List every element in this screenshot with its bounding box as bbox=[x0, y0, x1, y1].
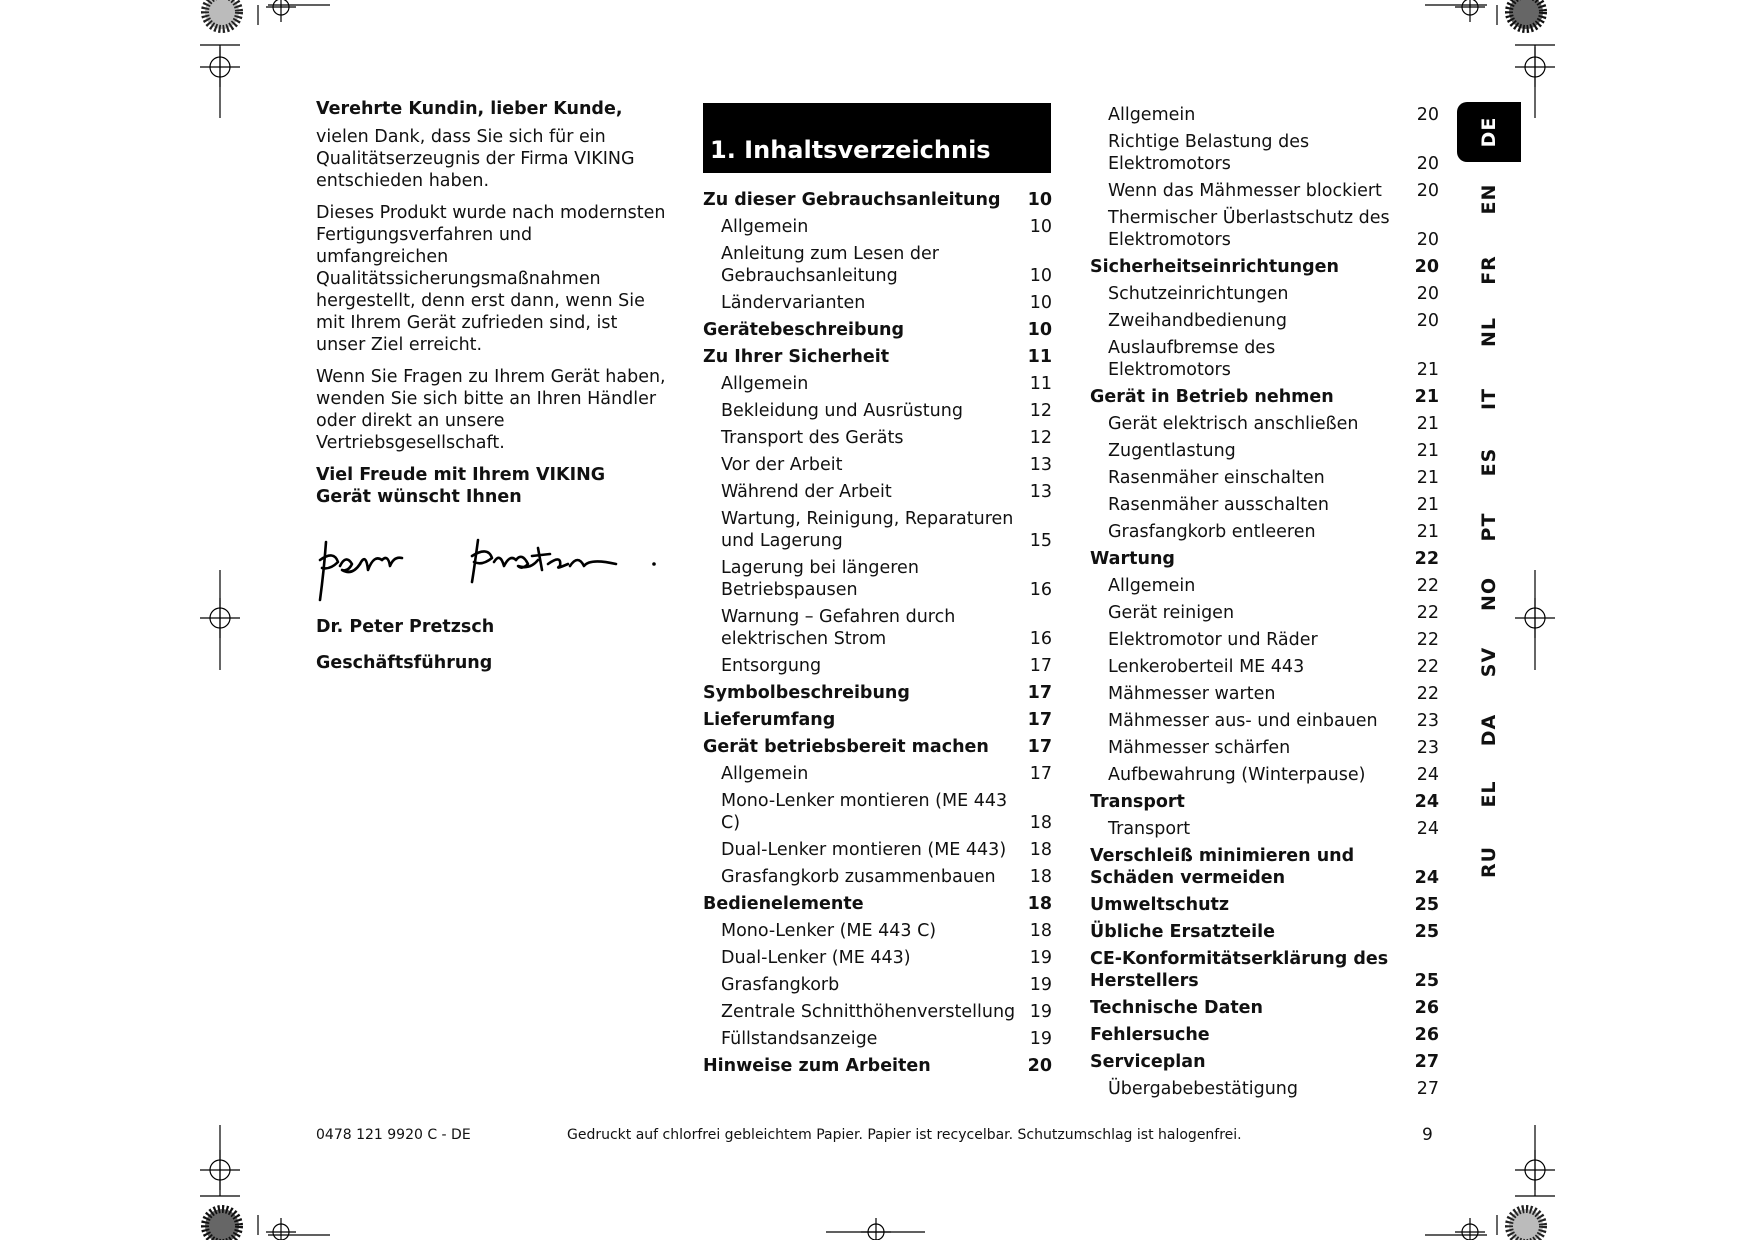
toc-subsection bbox=[703, 427, 1052, 449]
toc-entry-title: Zu dieser Gebrauchsanleitung bbox=[703, 190, 1001, 210]
toc-subsection bbox=[703, 400, 1052, 422]
toc-entry-page: 22 bbox=[1416, 603, 1439, 623]
toc-entry-title: Transport bbox=[1090, 792, 1185, 812]
toc-entry-title: Zu Ihrer Sicherheit bbox=[703, 347, 890, 367]
toc-subsection bbox=[703, 839, 1052, 861]
toc-entry-title: Gerät elektrisch anschließen bbox=[1108, 414, 1359, 434]
language-tab-label: EL bbox=[1478, 780, 1500, 808]
toc-entry-title: Lagerung bei längeren Betriebspausen bbox=[721, 558, 919, 600]
toc-entry-page: 20 bbox=[1416, 105, 1439, 125]
toc-entry-page: 20 bbox=[1027, 1056, 1052, 1076]
language-tab-no bbox=[1457, 564, 1521, 624]
toc-entry-title: Allgemein bbox=[1108, 105, 1196, 125]
toc-subsection bbox=[1090, 283, 1439, 305]
toc-entry-title: Anleitung zum Lesen der Gebrauchsanleitung bbox=[721, 244, 939, 286]
language-tab-it bbox=[1457, 369, 1521, 429]
language-tab-label: SV bbox=[1478, 646, 1500, 678]
toc-entry-page: 24 bbox=[1414, 868, 1439, 888]
toc-subsection bbox=[703, 481, 1052, 503]
toc-entry-page: 22 bbox=[1416, 657, 1439, 677]
toc-entry-title: Rasenmäher ausschalten bbox=[1108, 495, 1329, 515]
toc-entry-page: 26 bbox=[1414, 1025, 1439, 1045]
toc-entry-title: Transport bbox=[1108, 819, 1191, 839]
toc-entry-page: 11 bbox=[1027, 347, 1052, 367]
toc-entry-page: 21 bbox=[1416, 468, 1439, 488]
toc-entry-title: Mähmesser warten bbox=[1108, 684, 1276, 704]
toc-entry-title: Sicherheitseinrichtungen bbox=[1090, 257, 1339, 277]
toc-entry-page: 12 bbox=[1029, 428, 1052, 448]
toc-entry-page: 19 bbox=[1029, 1029, 1052, 1049]
toc-entry-title: Gerät reinigen bbox=[1108, 603, 1235, 623]
language-tab-es bbox=[1457, 432, 1521, 492]
toc-subsection bbox=[1090, 818, 1439, 840]
toc-section bbox=[703, 189, 1052, 211]
toc-entry-title: Wartung bbox=[1090, 549, 1175, 569]
toc-subsection bbox=[703, 292, 1052, 314]
toc-header bbox=[703, 103, 1051, 173]
toc-entry-page: 17 bbox=[1027, 710, 1052, 730]
toc-entry-page: 19 bbox=[1029, 975, 1052, 995]
toc-section bbox=[1090, 894, 1439, 916]
toc-entry-page: 25 bbox=[1414, 922, 1439, 942]
language-tab-label: EN bbox=[1478, 183, 1500, 215]
toc-entry-page: 10 bbox=[1029, 266, 1052, 286]
toc-entry-title: Grasfangkorb entleeren bbox=[1108, 522, 1316, 542]
toc-subsection bbox=[703, 655, 1052, 677]
toc-subsection bbox=[1090, 104, 1439, 126]
toc-entry-page: 21 bbox=[1416, 414, 1439, 434]
toc-entry-title: Vor der Arbeit bbox=[721, 455, 843, 475]
toc-entry-title: Zugentlastung bbox=[1108, 441, 1236, 461]
toc-subsection bbox=[703, 216, 1052, 238]
toc-entry-page: 21 bbox=[1416, 522, 1439, 542]
toc-subsection bbox=[1090, 180, 1439, 202]
toc-entry-page: 12 bbox=[1029, 401, 1052, 421]
toc-subsection bbox=[1090, 337, 1439, 381]
language-tab-de bbox=[1457, 102, 1521, 162]
toc-entry-page: 18 bbox=[1029, 813, 1052, 833]
toc-subsection bbox=[703, 763, 1052, 785]
print-note: Gedruckt auf chlorfrei gebleichtem Papier. Papier ist recycelbar. Schutzumschlag ist halogenfrei. bbox=[567, 1127, 1242, 1143]
toc-entry-title: Aufbewahrung (Winterpause) bbox=[1108, 765, 1366, 785]
toc-subsection bbox=[1090, 683, 1439, 705]
letter-closing: Viel Freude mit Ihrem VIKING Gerät wünscht Ihnen bbox=[316, 465, 606, 507]
language-tab-en bbox=[1457, 169, 1521, 229]
toc-entry-title: Schutzeinrichtungen bbox=[1108, 284, 1289, 304]
toc-subsection bbox=[1090, 764, 1439, 786]
toc-entry-title: Allgemein bbox=[721, 374, 809, 394]
welcome-letter bbox=[316, 98, 666, 518]
toc-subsection bbox=[1090, 737, 1439, 759]
toc-subsection bbox=[703, 947, 1052, 969]
handwritten-signature bbox=[316, 530, 676, 610]
toc-entry-title: Bedienelemente bbox=[703, 894, 864, 914]
language-tab-label: RU bbox=[1478, 845, 1500, 879]
toc-entry-title: Technische Daten bbox=[1090, 998, 1264, 1018]
toc-entry-title: Dual-Lenker montieren (ME 443) bbox=[721, 840, 1007, 860]
toc-entry-title: Umweltschutz bbox=[1090, 895, 1230, 915]
toc-entry-page: 20 bbox=[1416, 181, 1439, 201]
toc-entry-page: 18 bbox=[1029, 840, 1052, 860]
toc-entry-title: Grasfangkorb bbox=[721, 975, 840, 995]
toc-entry-title: Richtige Belastung des Elektromotors bbox=[1108, 132, 1310, 174]
toc-entry-title: Mono-Lenker montieren (ME 443 C) bbox=[721, 791, 1008, 833]
toc-entry-page: 23 bbox=[1416, 738, 1439, 758]
language-tab-ru bbox=[1457, 832, 1521, 892]
toc-entry-title: Gerät in Betrieb nehmen bbox=[1090, 387, 1334, 407]
toc-entry-title: Rasenmäher einschalten bbox=[1108, 468, 1325, 488]
toc-entry-page: 11 bbox=[1029, 374, 1052, 394]
toc-entry-title: Lenkeroberteil ME 443 bbox=[1108, 657, 1305, 677]
toc-entry-page: 20 bbox=[1416, 230, 1439, 250]
toc-subsection bbox=[1090, 575, 1439, 597]
language-tab-label: ES bbox=[1478, 447, 1500, 477]
toc-entry-page: 26 bbox=[1414, 998, 1439, 1018]
toc-subsection bbox=[1090, 467, 1439, 489]
toc-entry-page: 22 bbox=[1416, 576, 1439, 596]
toc-entry-title: Gerät betriebsbereit machen bbox=[703, 737, 989, 757]
toc-entry-page: 20 bbox=[1416, 154, 1439, 174]
toc-entry-page: 22 bbox=[1414, 549, 1439, 569]
toc-entry-page: 10 bbox=[1027, 320, 1052, 340]
toc-subsection bbox=[1090, 413, 1439, 435]
toc-entry-title: Mähmesser schärfen bbox=[1108, 738, 1291, 758]
toc-subsection bbox=[1090, 521, 1439, 543]
toc-entry-title: Mono-Lenker (ME 443 C) bbox=[721, 921, 937, 941]
toc-section bbox=[703, 709, 1052, 731]
toc-entry-page: 21 bbox=[1416, 495, 1439, 515]
toc-entry-page: 24 bbox=[1414, 792, 1439, 812]
toc-entry-title: Zentrale Schnitthöhenverstellung bbox=[721, 1002, 1016, 1022]
language-tab-el bbox=[1457, 764, 1521, 824]
toc-subsection bbox=[703, 606, 1052, 650]
toc-subsection bbox=[1090, 131, 1439, 175]
toc-entry-title: Zweihandbedienung bbox=[1108, 311, 1287, 331]
toc-section bbox=[1090, 256, 1439, 278]
toc-entry-page: 25 bbox=[1414, 895, 1439, 915]
toc-entry-page: 21 bbox=[1414, 387, 1439, 407]
toc-section bbox=[1090, 997, 1439, 1019]
toc-subsection bbox=[703, 373, 1052, 395]
toc-entry-page: 27 bbox=[1416, 1079, 1439, 1099]
toc-entry-title: Füllstandsanzeige bbox=[721, 1029, 878, 1049]
toc-section bbox=[1090, 1051, 1439, 1073]
toc-entry-page: 10 bbox=[1029, 217, 1052, 237]
language-tab-label: DE bbox=[1478, 116, 1500, 148]
toc-entry-page: 19 bbox=[1029, 948, 1052, 968]
toc-subsection bbox=[1090, 710, 1439, 732]
toc-subsection bbox=[703, 866, 1052, 888]
toc-entry-title: Grasfangkorb zusammenbauen bbox=[721, 867, 996, 887]
toc-entry-page: 18 bbox=[1027, 894, 1052, 914]
toc-entry-title: Allgemein bbox=[721, 764, 809, 784]
toc-section bbox=[1090, 548, 1439, 570]
toc-subsection bbox=[1090, 602, 1439, 624]
toc-entry-title: Warnung – Gefahren durch elektrischen Strom bbox=[721, 607, 956, 649]
toc-entry-page: 20 bbox=[1416, 311, 1439, 331]
toc-section bbox=[1090, 921, 1439, 943]
toc-entry-title: Verschleiß minimieren und Schäden vermeiden bbox=[1090, 846, 1355, 888]
toc-subsection bbox=[1090, 310, 1439, 332]
toc-section bbox=[1090, 386, 1439, 408]
toc-entry-page: 21 bbox=[1416, 441, 1439, 461]
letter-paragraph: Dieses Produkt wurde nach modernsten Fertigungsverfahren und umfangreichen Qualitätssicherungsmaßnahmen hergestellt, denn erst dann, wenn Sie mit Ihrem Gerät zufrieden sind, ist unser Ziel erreicht. bbox=[316, 203, 666, 355]
toc-entry-page: 16 bbox=[1029, 629, 1052, 649]
toc-section bbox=[703, 736, 1052, 758]
toc-entry-title: Ländervarianten bbox=[721, 293, 866, 313]
toc-subsection bbox=[1090, 629, 1439, 651]
toc-entry-page: 10 bbox=[1027, 190, 1052, 210]
language-tab-sv bbox=[1457, 632, 1521, 692]
language-tabs bbox=[1457, 102, 1521, 902]
toc-entry-title: Während der Arbeit bbox=[721, 482, 892, 502]
toc-entry-title: Wenn das Mähmesser blockiert bbox=[1108, 181, 1382, 201]
toc-entry-page: 10 bbox=[1029, 293, 1052, 313]
toc-subsection bbox=[1090, 1078, 1439, 1100]
toc-entry-page: 22 bbox=[1416, 684, 1439, 704]
toc-entry-title: Transport des Geräts bbox=[721, 428, 904, 448]
toc-entry-title: Fehlersuche bbox=[1090, 1025, 1210, 1045]
toc-entry-page: 13 bbox=[1029, 455, 1052, 475]
letter-paragraph: vielen Dank, dass Sie sich für ein Qualitätserzeugnis der Firma VIKING entschieden haben. bbox=[316, 127, 635, 191]
toc-subsection bbox=[703, 790, 1052, 834]
toc-entry-page: 17 bbox=[1027, 737, 1052, 757]
toc-section bbox=[1090, 845, 1439, 889]
letter-paragraph: Wenn Sie Fragen zu Ihrem Gerät haben, wenden Sie sich bitte an Ihren Händler oder direkt an unsere Vertriebsgesellschaft. bbox=[316, 367, 666, 453]
toc-entry-title: Entsorgung bbox=[721, 656, 822, 676]
toc-column-2 bbox=[1090, 104, 1439, 1105]
language-tab-label: NO bbox=[1478, 576, 1500, 612]
toc-subsection bbox=[703, 243, 1052, 287]
toc-section bbox=[703, 346, 1052, 368]
toc-subsection bbox=[703, 454, 1052, 476]
toc-section bbox=[1090, 1024, 1439, 1046]
toc-subsection bbox=[1090, 494, 1439, 516]
page-number: 9 bbox=[1422, 1125, 1433, 1145]
toc-entry-title: Dual-Lenker (ME 443) bbox=[721, 948, 911, 968]
toc-section bbox=[703, 682, 1052, 704]
toc-column-1 bbox=[703, 189, 1052, 1082]
toc-subsection bbox=[703, 508, 1052, 552]
toc-entry-title: Thermischer Überlastschutz des Elektromotors bbox=[1108, 208, 1390, 250]
document-code: 0478 121 9920 C - DE bbox=[316, 1127, 471, 1143]
toc-entry-page: 20 bbox=[1414, 257, 1439, 277]
language-tab-label: DA bbox=[1478, 713, 1500, 747]
toc-entry-title: Allgemein bbox=[721, 217, 809, 237]
svg-text:Peter Pretzsch: Peter Pretzsch bbox=[316, 609, 324, 610]
signer-name: Dr. Peter Pretzsch bbox=[316, 617, 495, 637]
toc-subsection bbox=[703, 920, 1052, 942]
toc-entry-title: Lieferumfang bbox=[703, 710, 836, 730]
letter-greeting: Verehrte Kundin, lieber Kunde, bbox=[316, 99, 623, 119]
toc-title: 1. Inhaltsverzeichnis bbox=[710, 136, 991, 164]
language-tab-nl bbox=[1457, 302, 1521, 362]
toc-entry-title: Wartung, Reinigung, Reparaturen und Lagerung bbox=[721, 509, 1014, 551]
toc-subsection bbox=[1090, 207, 1439, 251]
toc-entry-page: 22 bbox=[1416, 630, 1439, 650]
toc-entry-title: Auslaufbremse des Elektromotors bbox=[1108, 338, 1276, 380]
toc-entry-title: Bekleidung und Ausrüstung bbox=[721, 401, 963, 421]
toc-section bbox=[703, 319, 1052, 341]
toc-entry-page: 16 bbox=[1029, 580, 1052, 600]
toc-entry-page: 17 bbox=[1027, 683, 1052, 703]
toc-entry-page: 18 bbox=[1029, 867, 1052, 887]
language-tab-label: FR bbox=[1478, 255, 1500, 285]
toc-entry-title: Übliche Ersatzteile bbox=[1090, 922, 1275, 942]
toc-entry-page: 21 bbox=[1416, 360, 1439, 380]
toc-subsection bbox=[703, 974, 1052, 996]
toc-section bbox=[1090, 791, 1439, 813]
toc-section bbox=[703, 1055, 1052, 1077]
toc-entry-page: 13 bbox=[1029, 482, 1052, 502]
toc-section bbox=[1090, 948, 1439, 992]
toc-entry-page: 18 bbox=[1029, 921, 1052, 941]
language-tab-da bbox=[1457, 700, 1521, 760]
toc-entry-page: 24 bbox=[1416, 819, 1439, 839]
toc-entry-page: 27 bbox=[1414, 1052, 1439, 1072]
toc-entry-title: CE-Konformitätserklärung des Herstellers bbox=[1090, 949, 1389, 991]
toc-entry-title: Übergabebestätigung bbox=[1108, 1079, 1298, 1099]
toc-subsection bbox=[703, 557, 1052, 601]
toc-entry-page: 17 bbox=[1029, 764, 1052, 784]
language-tab-label: NL bbox=[1478, 316, 1500, 348]
toc-entry-title: Hinweise zum Arbeiten bbox=[703, 1056, 931, 1076]
language-tab-pt bbox=[1457, 497, 1521, 557]
toc-section bbox=[703, 893, 1052, 915]
toc-subsection bbox=[1090, 440, 1439, 462]
signer-role: Geschäftsführung bbox=[316, 653, 493, 673]
toc-subsection bbox=[703, 1001, 1052, 1023]
toc-entry-page: 24 bbox=[1416, 765, 1439, 785]
toc-entry-page: 19 bbox=[1029, 1002, 1052, 1022]
toc-entry-title: Allgemein bbox=[1108, 576, 1196, 596]
toc-entry-title: Gerätebeschreibung bbox=[703, 320, 905, 340]
language-tab-label: IT bbox=[1478, 387, 1500, 411]
language-tab-label: PT bbox=[1478, 512, 1500, 542]
toc-entry-page: 20 bbox=[1416, 284, 1439, 304]
toc-subsection bbox=[1090, 656, 1439, 678]
toc-entry-page: 15 bbox=[1029, 531, 1052, 551]
toc-entry-page: 25 bbox=[1414, 971, 1439, 991]
toc-entry-title: Mähmesser aus- und einbauen bbox=[1108, 711, 1378, 731]
toc-entry-title: Elektromotor und Räder bbox=[1108, 630, 1318, 650]
toc-subsection bbox=[703, 1028, 1052, 1050]
toc-entry-title: Serviceplan bbox=[1090, 1052, 1206, 1072]
toc-entry-title: Symbolbeschreibung bbox=[703, 683, 910, 703]
language-tab-fr bbox=[1457, 240, 1521, 300]
toc-entry-page: 23 bbox=[1416, 711, 1439, 731]
toc-entry-page: 17 bbox=[1029, 656, 1052, 676]
